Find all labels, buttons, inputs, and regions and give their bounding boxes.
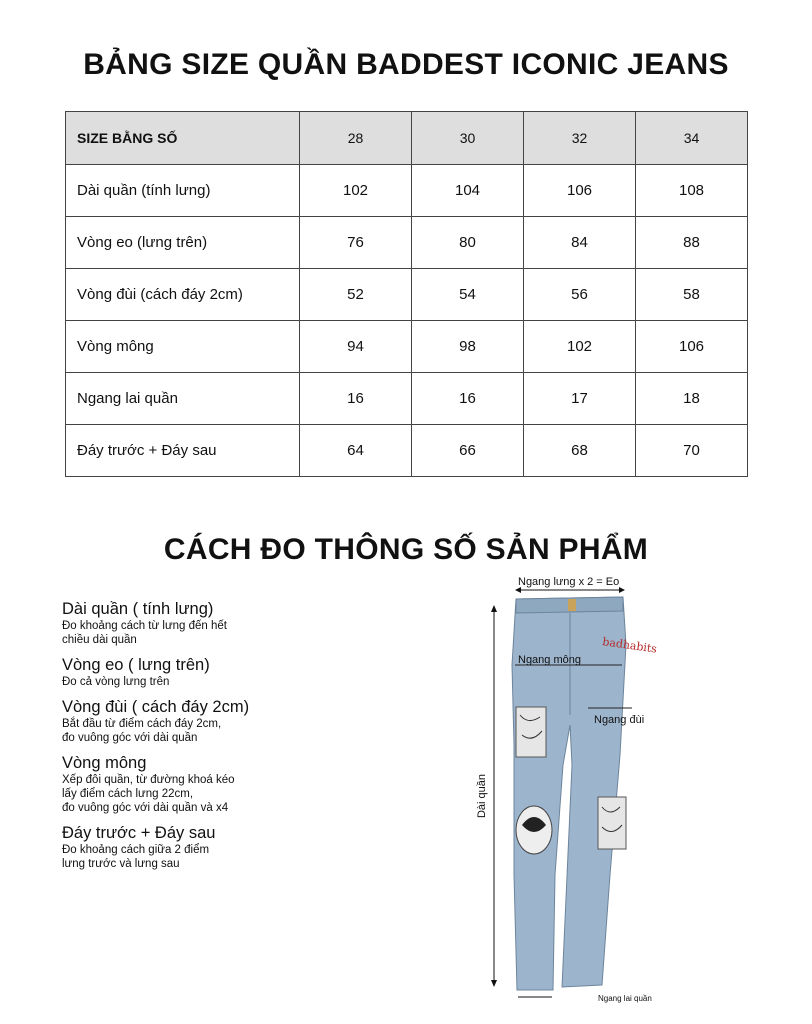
table-cell: 16: [300, 373, 412, 425]
table-cell: 66: [412, 425, 524, 477]
table-cell: 54: [412, 269, 524, 321]
table-row: [66, 165, 748, 217]
row-label: Dài quần (tính lưng): [66, 165, 300, 217]
table-row: [66, 425, 748, 477]
guide-description: Bắt đầu từ điểm cách đáy 2cm, đo vuông góc với dài quần: [62, 718, 222, 744]
table-cell: 68: [524, 425, 636, 477]
table-row: [66, 321, 748, 373]
table-cell: 106: [636, 321, 748, 373]
guide-item: [62, 754, 362, 815]
table-cell: 84: [524, 217, 636, 269]
row-label: Vòng đùi (cách đáy 2cm): [66, 269, 300, 321]
header-cell: 30: [412, 112, 524, 165]
header-cell: 28: [300, 112, 412, 165]
guide-heading: Vòng eo ( lưng trên): [62, 656, 210, 674]
guide-description: Đo cả vòng lưng trên: [62, 676, 170, 688]
row-label: Vòng mông: [66, 321, 300, 373]
guide-heading: Vòng đùi ( cách đáy 2cm): [62, 698, 250, 716]
howto-title: CÁCH ĐO THÔNG SỐ SẢN PHẨM: [163, 533, 649, 566]
jeans-illustration: [470, 575, 670, 1015]
measurement-guide: [62, 600, 362, 880]
table-cell: 108: [636, 165, 748, 217]
row-label: Ngang lai quần: [66, 373, 300, 425]
row-label: Vòng eo (lưng trên): [66, 217, 300, 269]
table-cell: 102: [524, 321, 636, 373]
table-cell: 76: [300, 217, 412, 269]
guide-item: [62, 600, 362, 647]
table-cell: 17: [524, 373, 636, 425]
header-cell: 32: [524, 112, 636, 165]
guide-description: Đo khoảng cách từ lưng đến hết chiều dài quần: [62, 620, 228, 646]
table-cell: 70: [636, 425, 748, 477]
guide-heading: Dài quần ( tính lưng): [62, 600, 214, 618]
table-cell: 64: [300, 425, 412, 477]
table-cell: 104: [412, 165, 524, 217]
table-cell: 16: [412, 373, 524, 425]
length-label: Dài quần: [476, 773, 489, 819]
header-cell: 34: [636, 112, 748, 165]
hem-label: Ngang lai quần: [598, 994, 652, 1003]
table-cell: 58: [636, 269, 748, 321]
table-row: [66, 373, 748, 425]
table-cell: 94: [300, 321, 412, 373]
guide-item: [62, 824, 362, 871]
patch: [598, 797, 626, 849]
table-cell: 88: [636, 217, 748, 269]
thigh-label: Ngang đùi: [594, 714, 645, 726]
table-header-row: [66, 112, 748, 165]
table-row: [66, 269, 748, 321]
table-cell: 106: [524, 165, 636, 217]
table-cell: 52: [300, 269, 412, 321]
guide-heading: Đáy trước + Đáy sau: [62, 824, 216, 842]
brand-text: badhabits: [601, 635, 658, 656]
header-label: SIZE BẰNG SỐ: [66, 112, 300, 165]
hip-label: Ngang mông: [518, 654, 581, 666]
table-row: [66, 217, 748, 269]
size-table: [65, 111, 748, 477]
row-label: Đáy trước + Đáy sau: [66, 425, 300, 477]
waist-label: Ngang lưng x 2 = Eo: [518, 576, 620, 588]
table-cell: 18: [636, 373, 748, 425]
guide-description: Xếp đôi quần, từ đường khoá kéo lấy điểm cách lưng 22cm, đo vuông góc với dài quần và x4: [62, 774, 235, 814]
guide-item: [62, 698, 362, 745]
table-cell: 102: [300, 165, 412, 217]
table-cell: 56: [524, 269, 636, 321]
table-cell: 80: [412, 217, 524, 269]
guide-heading: Vòng mông: [62, 754, 147, 772]
guide-item: [62, 656, 362, 689]
jeans-diagram: [470, 575, 670, 1015]
table-cell: 98: [412, 321, 524, 373]
size-chart-title: BẢNG SIZE QUẦN BADDEST ICONIC JEANS: [83, 48, 729, 81]
guide-description: Đo khoảng cách giữa 2 điểm lưng trước và lưng sau: [62, 844, 210, 870]
